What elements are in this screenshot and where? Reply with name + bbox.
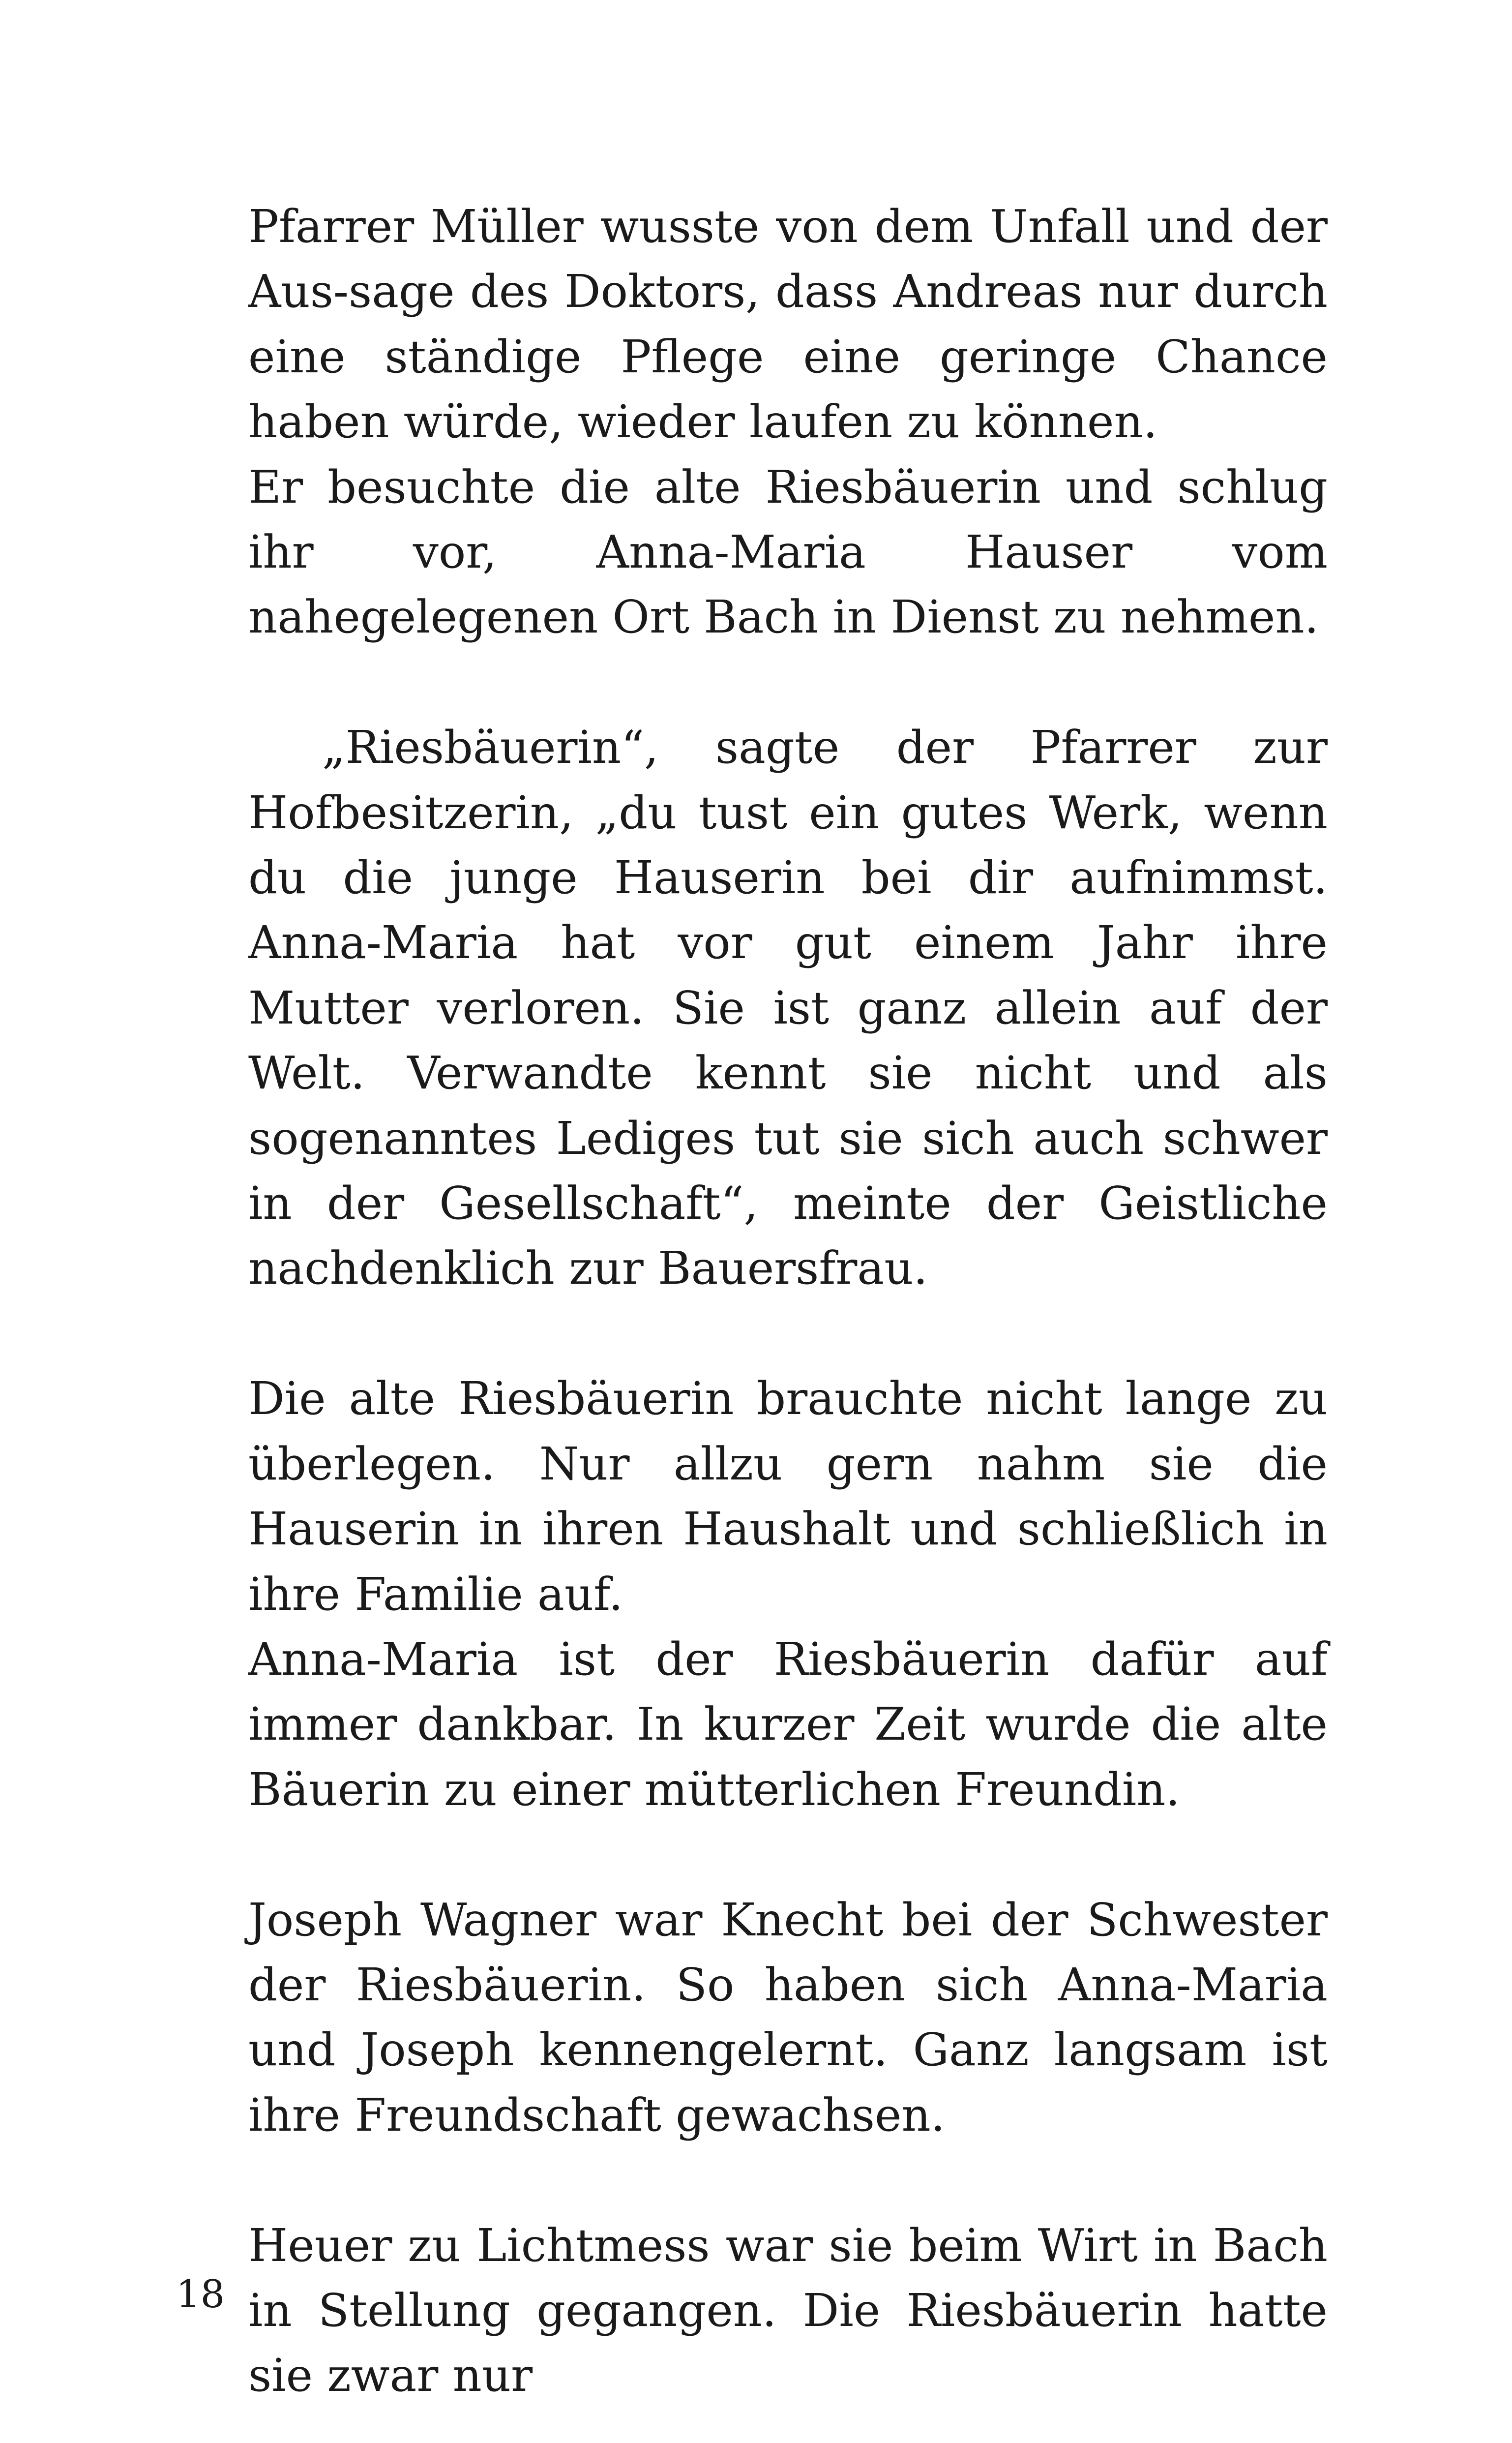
paragraph-4	[248, 1888, 1328, 2148]
page-number: 18	[176, 2272, 225, 2317]
text-line: Die alte Riesbäuerin brauchte nicht lange zu überlegen. Nur allzu gern nahm sie die Hauserin in ihren Haushalt und schließlich in ihre Familie auf.	[248, 1372, 1328, 1621]
text-line: Heuer zu Lichtmess war sie beim Wirt in Bach in Stellung gegangen. Die Riesbäuerin hatte sie zwar nur	[248, 2219, 1328, 2402]
text-line: Anna-Maria ist der Riesbäuerin dafür auf immer dankbar. In kurzer Zeit wurde die alte Bäuerin zu einer mütterlichen Freundin.	[248, 1632, 1328, 1816]
text-line: Pfarrer Müller wusste von dem Unfall und der Aus-sage des Doktors, dass Andreas nur durch eine ständige Pflege eine geringe Chance haben würde, wieder laufen zu können.	[248, 200, 1328, 449]
paragraph-2	[248, 715, 1328, 1301]
text-line: Joseph Wagner war Knecht bei der Schwester der Riesbäuerin. So haben sich Anna-Maria und Joseph kennengelernt. Ganz langsam ist ihre Freundschaft gewachsen.	[248, 1893, 1328, 2141]
text-line: „Riesbäuerin“, sagte der Pfarrer zur Hofbesitzerin, „du tust ein gutes Werk, wenn du die junge Hauserin bei dir aufnimmst. Anna-Maria hat vor gut einem Jahr ihre Mutter verloren. Sie ist ganz allein auf der Welt. Verwandte kennt sie nicht und als sogenanntes Lediges tut sie sich auch schwer in der Gesellschaft“, meinte der Geistliche nachdenklich zur Bauersfrau.	[248, 721, 1328, 1295]
body-text	[248, 194, 1328, 2409]
text-line: Er besuchte die alte Riesbäuerin und schlug ihr vor, Anna-Maria Hauser vom nahegelegenen Ort Bach in Dienst zu nehmen.	[248, 460, 1328, 644]
paragraph-3	[248, 1366, 1328, 1822]
paragraph-1	[248, 194, 1328, 650]
paragraph-5	[248, 2213, 1328, 2409]
